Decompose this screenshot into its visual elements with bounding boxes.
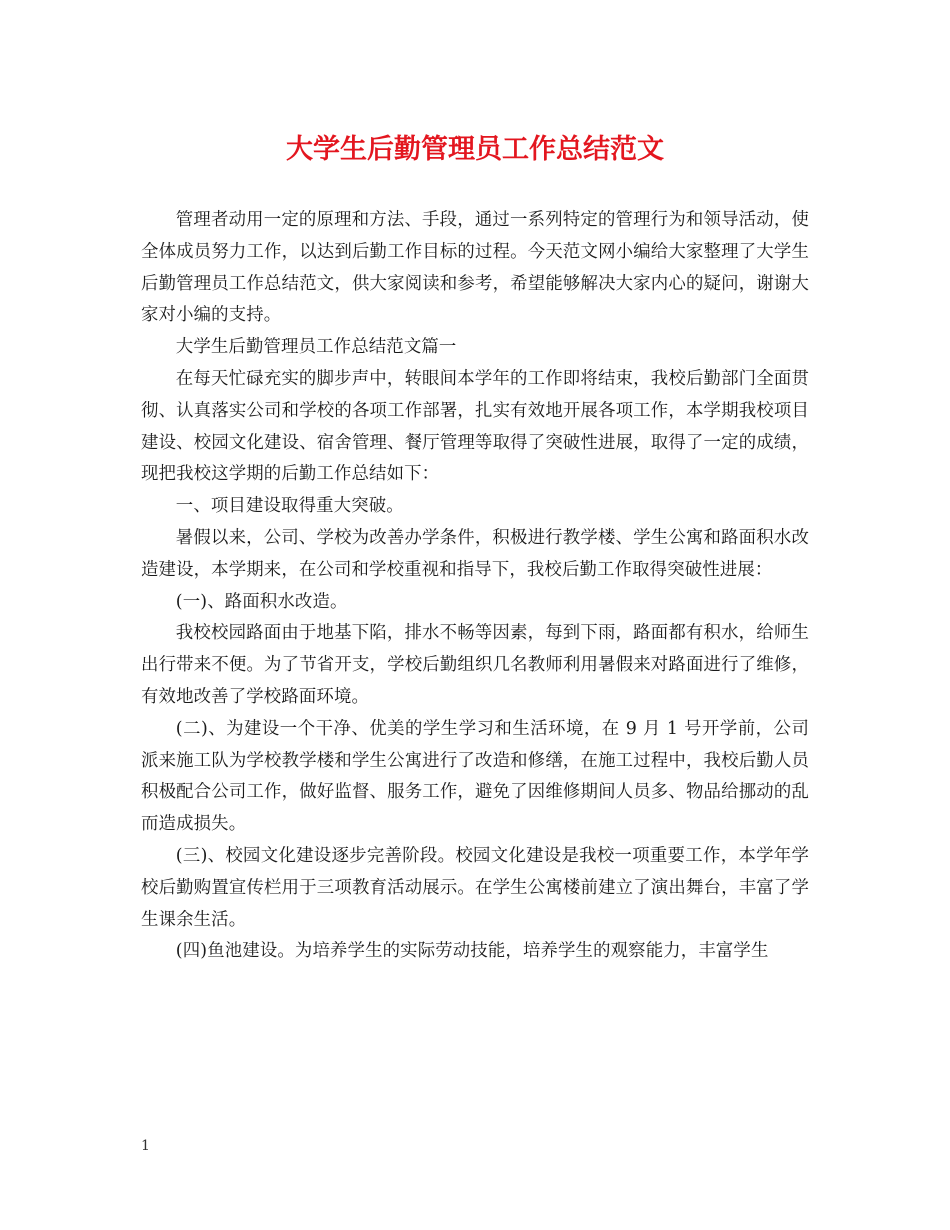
section-heading: 大学生后勤管理员工作总结范文篇一 [175,337,457,358]
page-number: 1 [141,1138,150,1154]
document-body [141,205,809,968]
body-paragraph: 我校校园路面由于地基下陷，排水不畅等因素，每到下雨，路面都有积水，给师生出行带来不便。为了节省开支，学校后勤组织几名教师利用暑假来对路面进行了维修，有效地改善了学校路面环境。 [141,623,809,707]
intro-paragraph: 管理者动用一定的原理和方法、手段，通过一系列特定的管理行为和领导活动，使全体成员努力工作，以达到后勤工作目标的过程。今天范文网小编给大家整理了大学生后勤管理员工作总结范文，供大家阅读和参考，希望能够解决大家内心的疑问，谢谢大家对小编的支持。 [141,210,809,326]
body-paragraph: 在每天忙碌充实的脚步声中，转眼间本学年的工作即将结束，我校后勤部门全面贯彻、认真落实公司和学校的各项工作部署，扎实有效地开展各项工作，本学期我校项目建设、校园文化建设、宿舍管理、餐厅管理等取得了突破性进展，取得了一定的成绩，现把我校这学期的后勤工作总结如下： [141,368,809,485]
body-paragraph: (四)鱼池建设。为培养学生的实际劳动技能，培养学生的观察能力，丰富学生 [175,941,769,962]
subsection-heading: (一)、路面积水改造。 [175,591,348,612]
body-paragraph: (二)、为建设一个干净、优美的学生学习和生活环境，在 9 月 1 号开学前，公司派来施工队为学校教学楼和学生公寓进行了改造和修缮，在施工过程中，我校后勤人员积极配合公司工作，做好监督、服务工作，避免了因维修期间人员多、物品给挪动的乱而造成损失。 [141,718,809,835]
document-title: 大学生后勤管理员工作总结范文 [286,134,664,165]
subsection-heading: 一、项目建设取得重大突破。 [175,496,404,517]
body-paragraph: (三)、校园文化建设逐步完善阶段。校园文化建设是我校一项重要工作，本学年学校后勤购置宣传栏用于三项教育活动展示。在学生公寓楼前建立了演出舞台，丰富了学生课余生活。 [141,845,809,930]
body-paragraph: 暑假以来，公司、学校为改善办学条件，积极进行教学楼、学生公寓和路面积水改造建设，本学期来，在公司和学校重视和指导下，我校后勤工作取得突破性进展： [141,527,809,580]
